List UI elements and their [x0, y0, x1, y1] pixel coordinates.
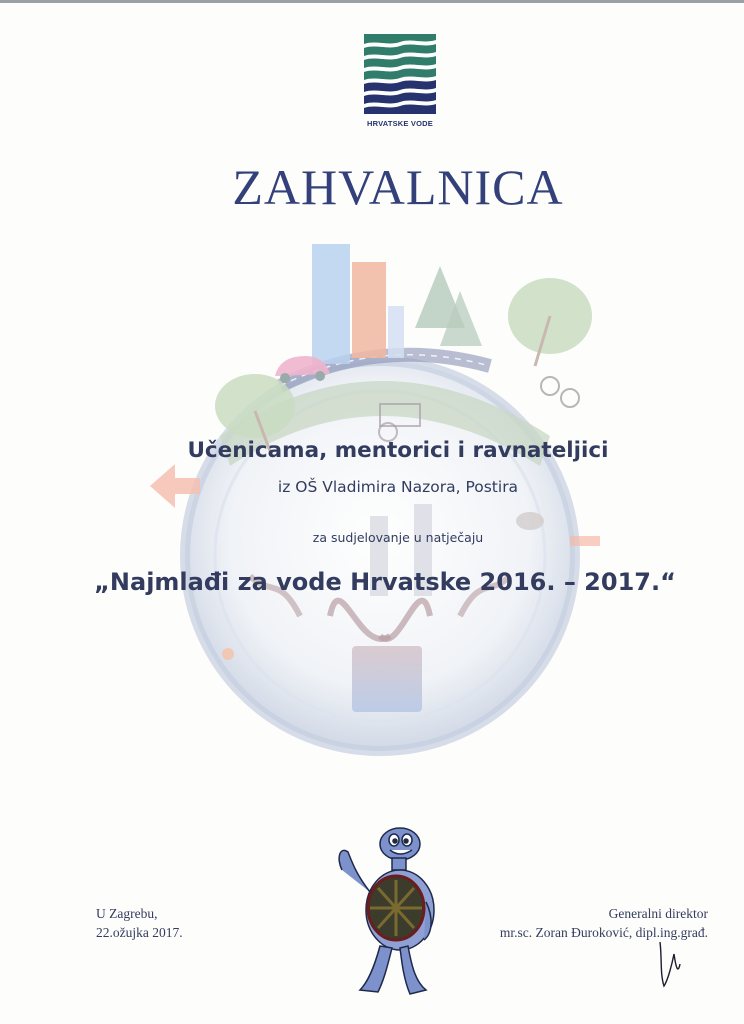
- place-date: [96, 904, 183, 942]
- turtle-mascot-icon: [330, 822, 440, 1002]
- eco-globe-illustration-icon: [130, 236, 630, 756]
- hrvatske-vode-logo-icon: [362, 32, 438, 128]
- signer-name: mr.sc. Zoran Đuroković, dipl.ing.građ.: [499, 925, 708, 940]
- competition-name: „Najmlađi za vode Hrvatske 2016. – 2017.“: [94, 568, 676, 596]
- top-rule: [0, 0, 744, 3]
- school-line: iz OŠ Vladimira Nazora, Postira: [277, 478, 519, 496]
- signer-role: Generalni direktor: [608, 906, 708, 921]
- certificate-title: ZAHVALNICA: [232, 159, 564, 215]
- signature-icon: [650, 934, 690, 994]
- recipient-heading: Učenicama, mentorici i ravnateljici: [187, 438, 609, 463]
- date-text: 22.ožujka 2017.: [96, 925, 183, 940]
- reason-line: za sudjelovanje u natječaju: [312, 530, 484, 545]
- place-text: U Zagrebu,: [96, 906, 158, 921]
- logo-text: HRVATSKE VODE: [367, 119, 433, 128]
